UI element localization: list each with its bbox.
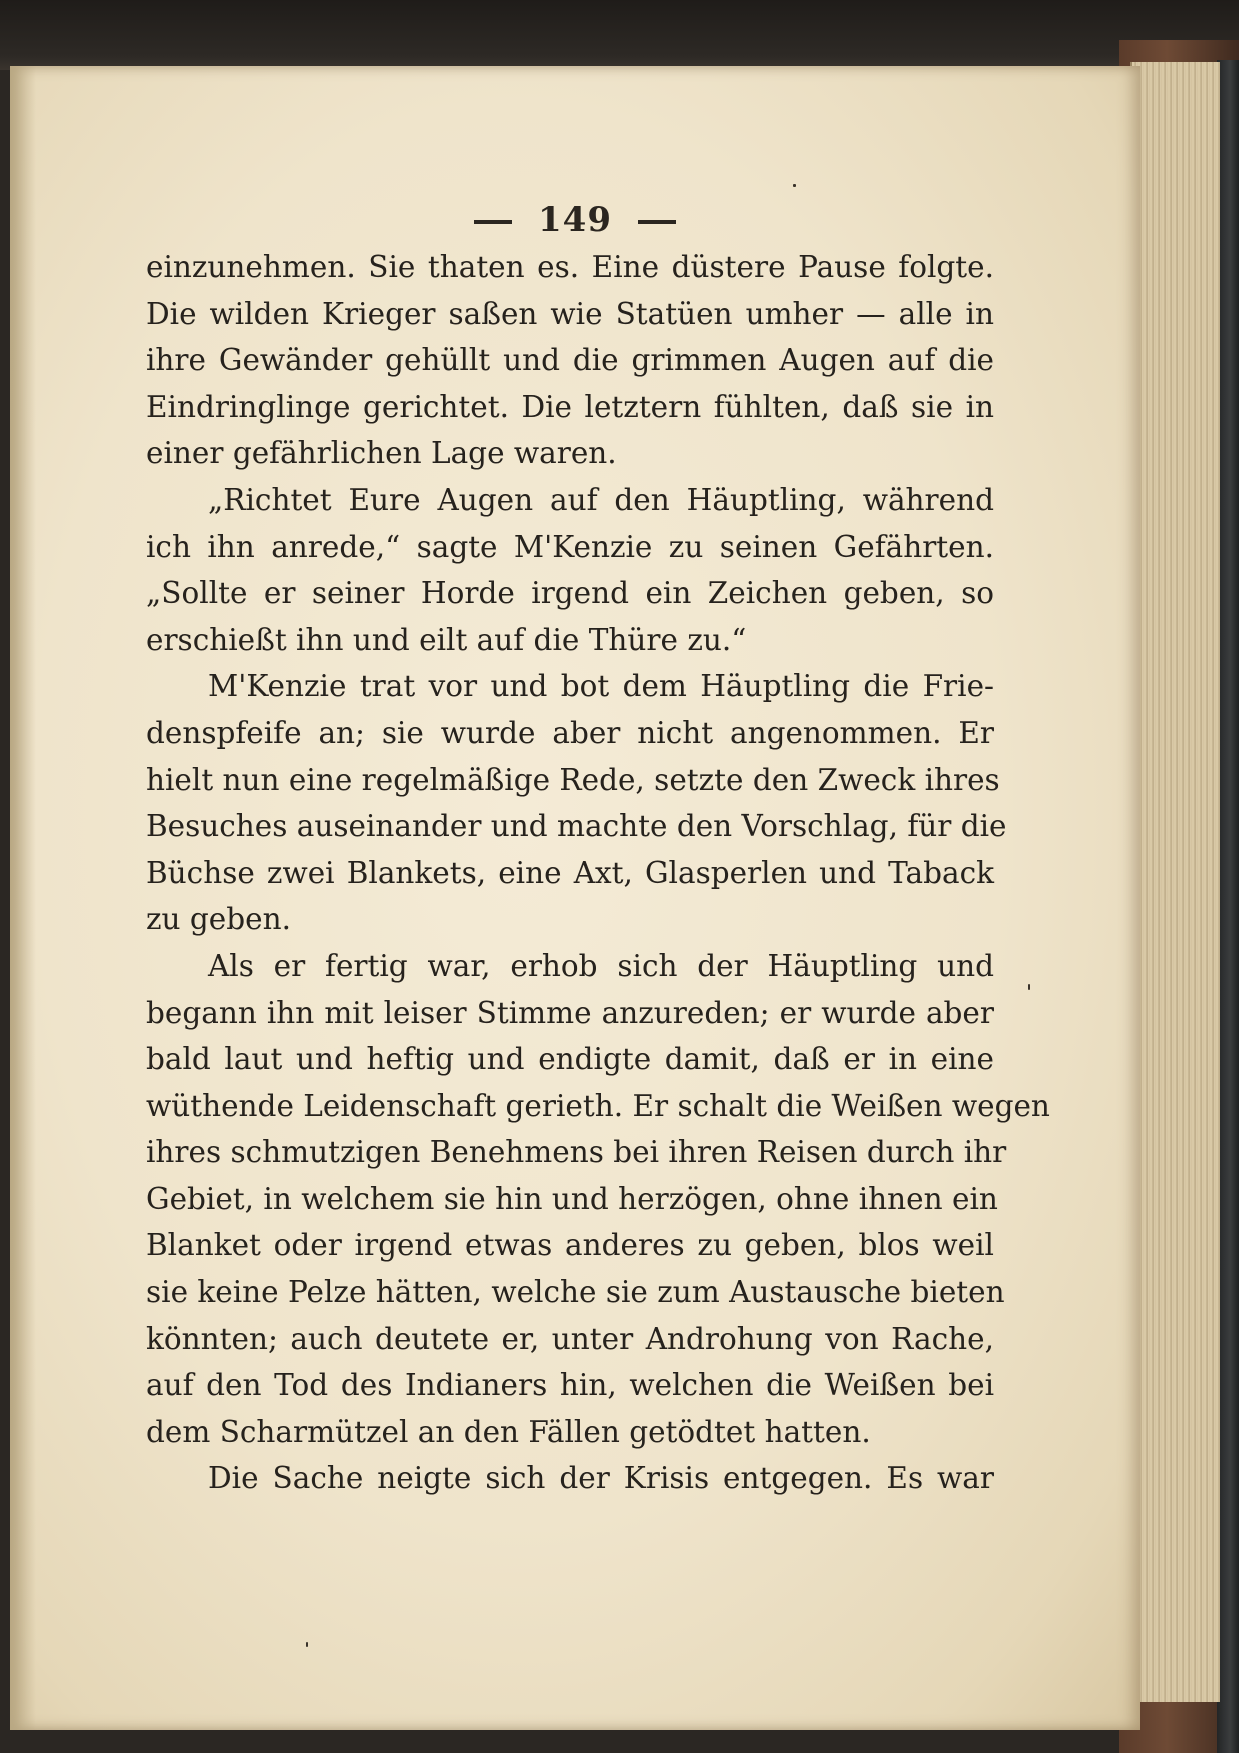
text-line: zu geben. <box>146 902 291 937</box>
text-line: ihres schmutzigen Benehmens bei ihren Reisen durch ihr <box>146 1135 1007 1170</box>
text-line: erschießt ihn und eilt auf die Thüre zu.“ <box>146 622 747 657</box>
page-body-text <box>146 244 1050 1502</box>
text-line: auf den Tod des Indianers hin, welchen die Weißen bei <box>146 1368 994 1403</box>
text-line: Blanket oder irgend etwas anderes zu geben, blos weil <box>146 1228 994 1263</box>
page-header <box>10 200 1140 240</box>
text-line: begann ihn mit leiser Stimme anzureden; er wurde aber <box>146 995 994 1030</box>
text-line: Die wilden Krieger saßen wie Statüen umher — alle in <box>146 296 994 331</box>
text-line: „Sollte er seiner Horde irgend ein Zeichen geben, so <box>146 576 994 611</box>
text-line: Gebiet, in welchem sie hin und herzögen, ohne ihnen ein <box>146 1181 998 1216</box>
text-line: Als er fertig war, erhob sich der Häuptling und <box>208 948 994 983</box>
text-line: wüthende Leidenschaft gerieth. Er schalt die Weißen wegen <box>146 1088 1050 1123</box>
text-line: denspfeife an; sie wurde aber nicht angenommen. Er <box>146 715 994 750</box>
text-line: einer gefährlichen Lage waren. <box>146 436 617 471</box>
text-line: Besuches auseinander und machte den Vorschlag, für die <box>146 809 1007 844</box>
book-page <box>10 66 1140 1730</box>
text-line: Büchse zwei Blankets, eine Axt, Glasperlen und Taback <box>146 855 994 890</box>
paper-speck <box>1028 984 1030 990</box>
text-line: ich ihn anrede,“ sagte M'Kenzie zu seinen Gefährten. <box>146 529 994 564</box>
scan-background-top <box>0 0 1239 70</box>
text-line: hielt nun eine regelmäßige Rede, setzte den Zweck ihres <box>146 762 1000 797</box>
page-edges <box>1130 62 1220 1702</box>
book-cover-edge <box>1217 60 1239 1753</box>
text-line: Die Sache neigte sich der Krisis entgegen. Es war <box>208 1461 994 1496</box>
text-line: dem Scharmützel an den Fällen getödtet hatten. <box>146 1414 871 1449</box>
text-line: sie keine Pelze hätten, welche sie zum Austausche bieten <box>146 1275 1005 1310</box>
header-dash-right <box>638 220 676 224</box>
text-line: einzunehmen. Sie thaten es. Eine düstere Pause folgte. <box>146 250 994 284</box>
page-gutter-shadow <box>10 66 36 1730</box>
text-line: bald laut und heftig und endigte damit, daß er in eine <box>146 1042 994 1077</box>
text-line: Eindringlinge gerichtet. Die letztern fühlten, daß sie in <box>146 389 994 424</box>
text-line: könnten; auch deutete er, unter Androhung von Rache, <box>146 1321 994 1356</box>
text-line: „Richtet Eure Augen auf den Häuptling, während <box>208 482 994 517</box>
text-line: M'Kenzie trat vor und bot dem Häuptling die Frie- <box>208 669 994 704</box>
paper-speck <box>793 184 796 187</box>
paper-speck <box>306 1642 308 1647</box>
text-line: ihre Gewänder gehüllt und die grimmen Augen auf die <box>146 343 994 378</box>
page-number: 149 <box>538 200 612 240</box>
header-dash-left <box>474 220 512 224</box>
